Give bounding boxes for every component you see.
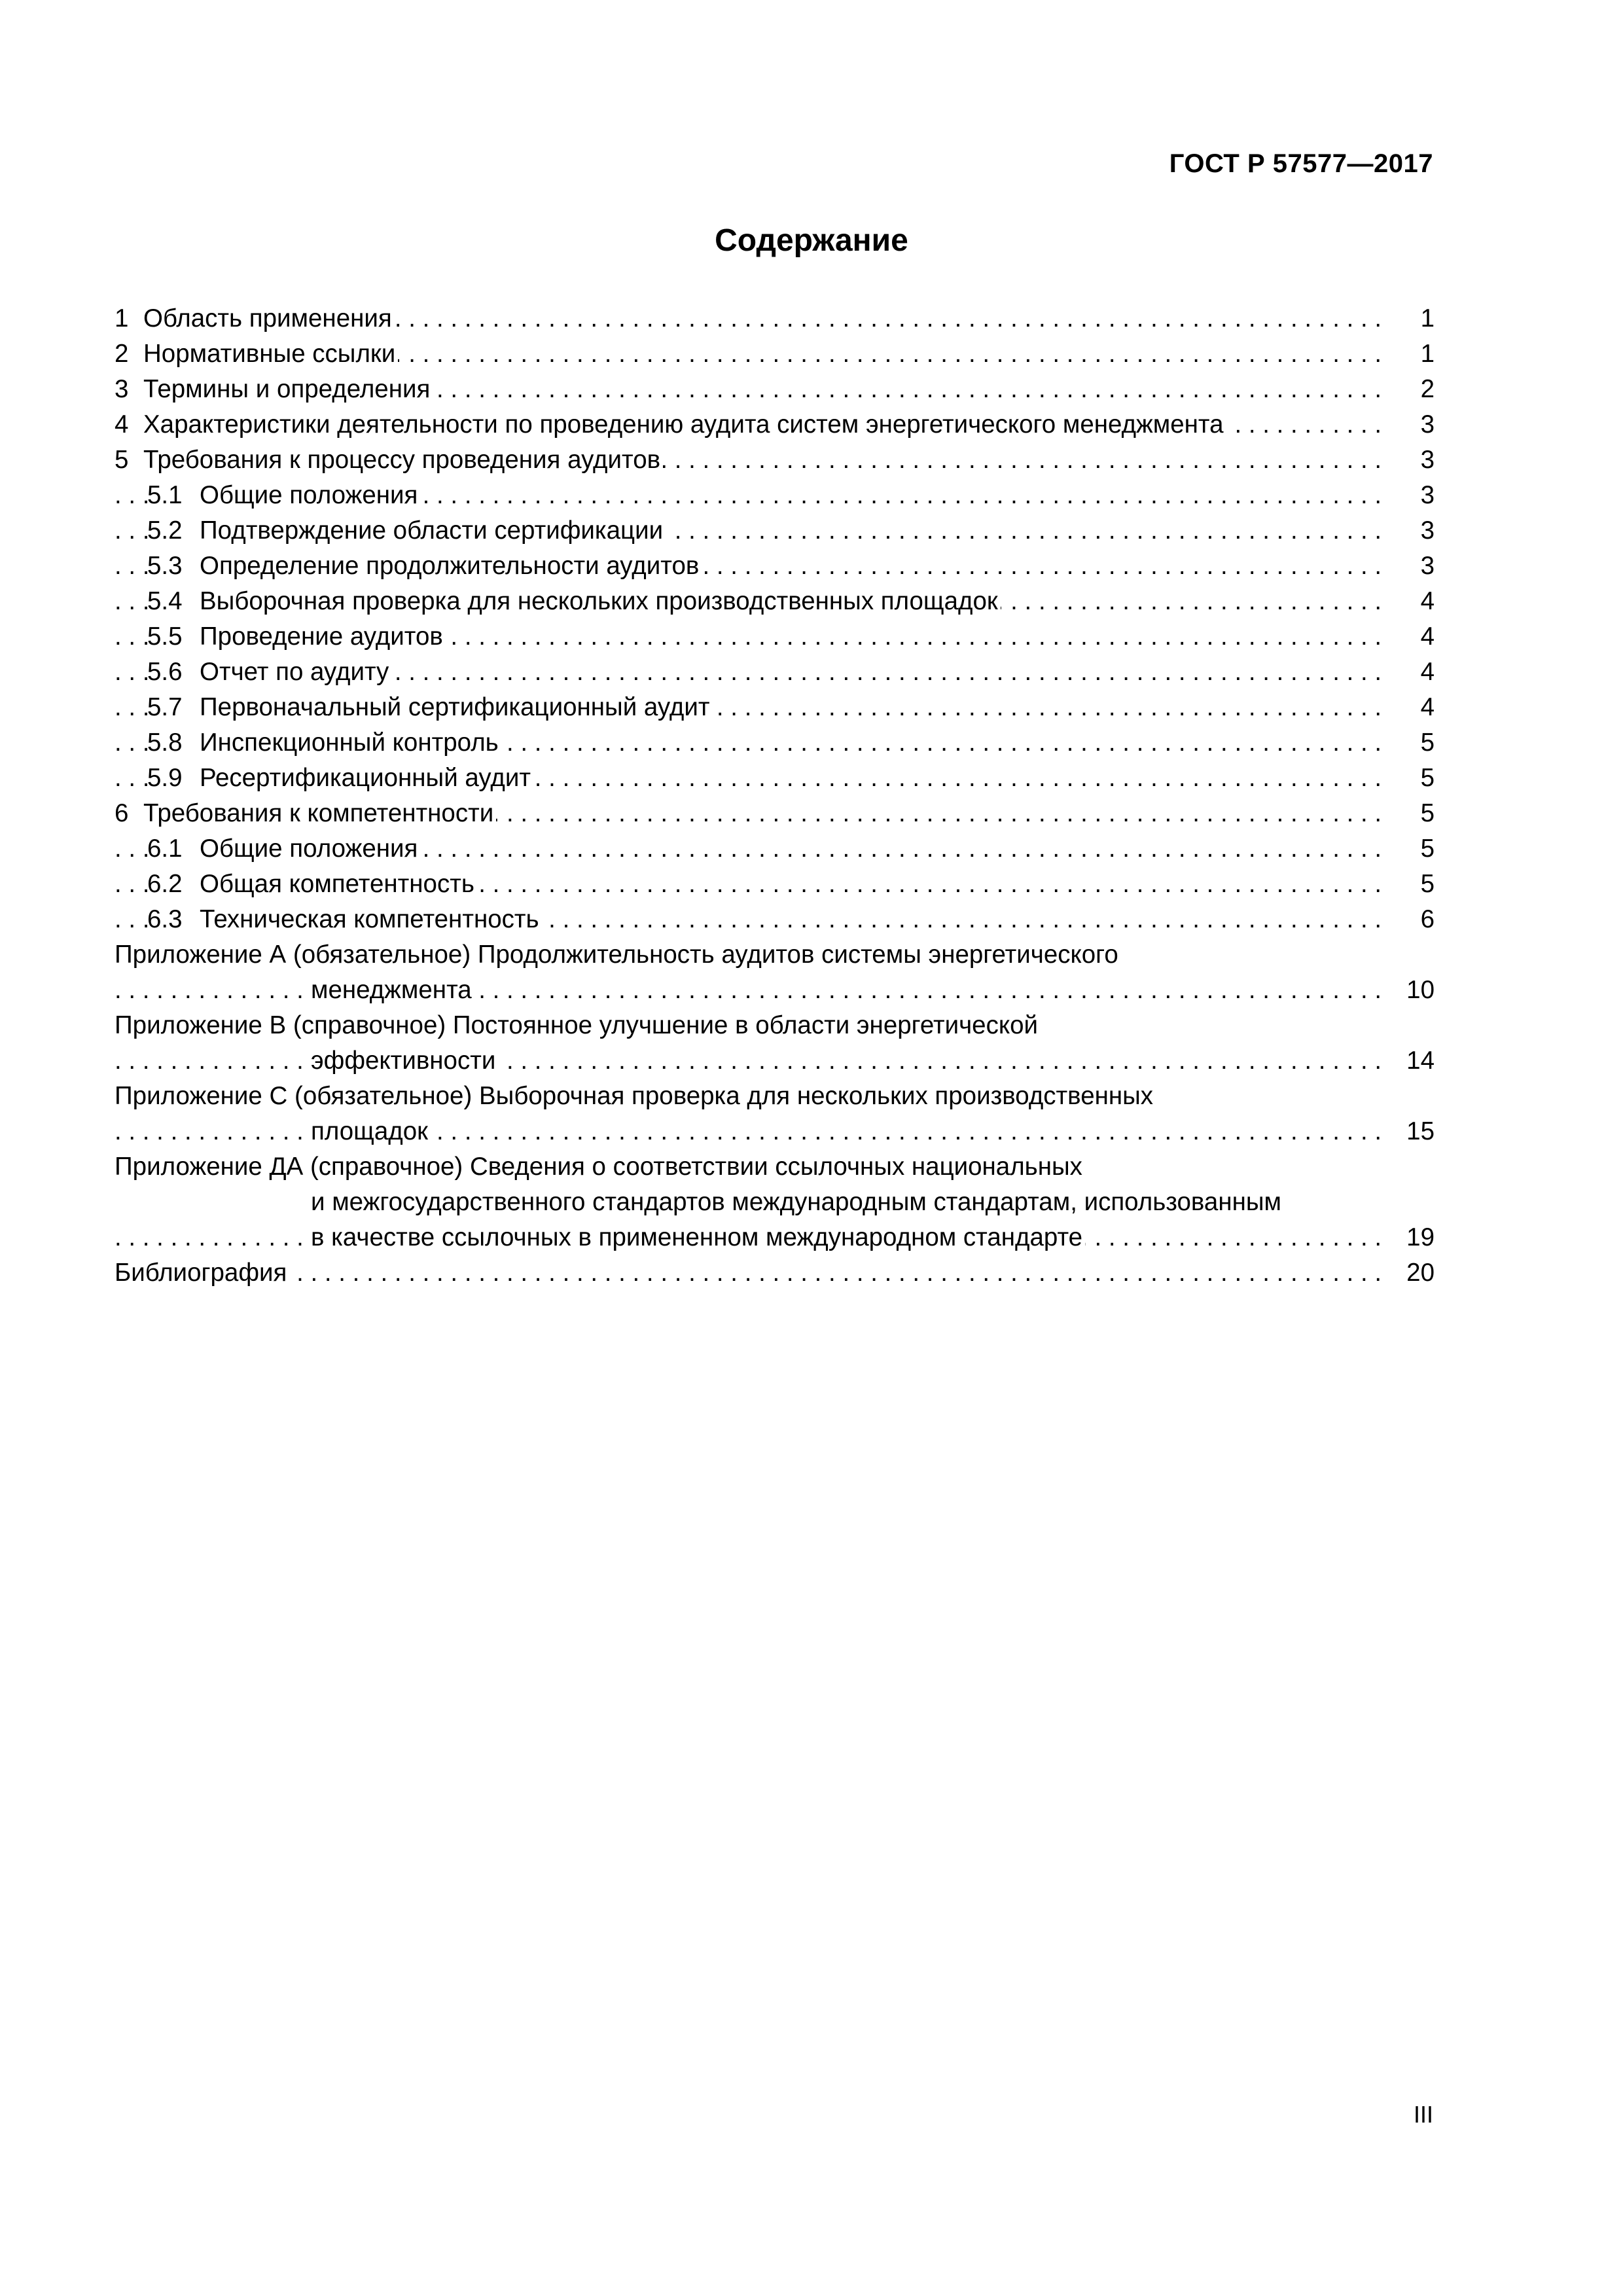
toc-entry-text: Первоначальный сертификационный аудит [200,693,710,721]
toc-entry-number: 5.3 [147,552,183,580]
toc-entry-page: 10 [1387,973,1435,1008]
toc-entry-5-8[interactable] [115,725,1435,761]
toc-entry-number: 6.2 [147,870,183,898]
toc-entry-page: 3 [1387,478,1435,513]
toc-entry-page: 5 [1387,761,1435,796]
toc-entry-text: Требования к компетентности [143,799,494,827]
toc-entry-4[interactable] [115,407,1435,442]
toc-entry-number: 5.4 [147,587,183,615]
toc-entry-5-2[interactable] [115,513,1435,548]
toc-entry-5-9[interactable] [115,761,1435,796]
toc-entry-number: 6 [115,799,129,827]
toc-entry-2[interactable] [115,336,1435,372]
toc-entry-page: 2 [1387,372,1435,407]
toc-entry-text: Общие положения [200,481,418,509]
toc-entry-5-4[interactable] [115,584,1435,619]
toc-appendix-a-line1[interactable] [115,937,1435,973]
toc-entry-number: 1 [115,304,129,332]
toc-entry-5-7[interactable] [115,690,1435,725]
toc-entry-text: Подтверждение области сертификации [200,516,664,545]
toc-title: Содержание [715,223,908,258]
toc-entry-number: 6.3 [147,905,183,933]
toc-entry-text: Проведение аудитов [200,622,443,651]
toc-entry-6[interactable] [115,796,1435,831]
toc-entry-number: 5.1 [147,481,183,509]
toc-entry-page: 4 [1387,619,1435,655]
toc-appendix-c-line2[interactable] [115,1114,1435,1149]
toc-entry-page: 5 [1387,725,1435,761]
toc-entry-text: Термины и определения [143,375,431,403]
toc-entry-text: Характеристики деятельности по проведению аудита систем энергетического менеджмента [143,410,1224,439]
toc-appendix-da-line1[interactable] [115,1149,1435,1185]
toc-entry-text: Отчет по аудиту [200,658,389,686]
toc-entry-number: 6.1 [147,834,183,863]
toc-entry-number: 3 [115,375,129,403]
document-code: ГОСТ Р 57577—2017 [1169,149,1433,178]
toc-entry-page: 3 [1387,407,1435,442]
toc-entry-3[interactable] [115,372,1435,407]
toc-appendix-da-line3[interactable] [115,1220,1435,1255]
toc-entry-6-1[interactable] [115,831,1435,867]
toc-entry-page: 5 [1387,867,1435,902]
toc-entry-1[interactable] [115,301,1435,336]
toc-appendix-text: Приложение ДА (справочное) Сведения о соответствии ссылочных национальных [115,1149,1085,1185]
toc-appendix-b-line1[interactable] [115,1008,1435,1043]
toc-entry-text: Требования к процессу проведения аудитов [143,446,661,474]
toc-appendix-text: Приложение А (обязательное) Продолжительность аудитов системы энергетического [115,937,1121,973]
toc-entry-page: 1 [1387,301,1435,336]
toc-entry-text: Нормативные ссылки [143,340,396,368]
toc-entry-text: Общая компетентность [200,870,474,898]
toc-appendix-text: площадок [311,1114,431,1149]
toc-bibliography[interactable] [115,1255,1435,1291]
toc-entry-5[interactable] [115,442,1435,478]
toc-entry-6-2[interactable] [115,867,1435,902]
toc-entry-page: 3 [1387,513,1435,548]
toc-entry-page: 14 [1387,1043,1435,1079]
toc-entry-page: 19 [1387,1220,1435,1255]
toc-entry-page: 5 [1387,796,1435,831]
toc-entry-number: 4 [115,410,129,439]
toc-entry-page: 3 [1387,442,1435,478]
toc-entry-page: 4 [1387,690,1435,725]
toc-entry-number: 5.5 [147,622,183,651]
toc-entry-5-5[interactable] [115,619,1435,655]
toc-entry-text: Техническая компетентность [200,905,539,933]
toc-entry-page: 15 [1387,1114,1435,1149]
toc-entry-text: Определение продолжительности аудитов [200,552,700,580]
table-of-contents [115,301,1435,1291]
toc-entry-number: 5.8 [147,728,183,757]
toc-entry-page: 4 [1387,655,1435,690]
toc-appendix-da-line2[interactable] [115,1185,1435,1220]
toc-entry-5-6[interactable] [115,655,1435,690]
toc-appendix-b-line2[interactable] [115,1043,1435,1079]
toc-entry-page: 1 [1387,336,1435,372]
toc-entry-text: Общие положения [200,834,418,863]
toc-appendix-text: Приложение С (обязательное) Выборочная проверка для нескольких производственных [115,1079,1156,1114]
toc-entry-6-3[interactable] [115,902,1435,937]
toc-appendix-c-line1[interactable] [115,1079,1435,1114]
page-number: III [1413,2101,1433,2128]
toc-appendix-a-line2[interactable] [115,973,1435,1008]
toc-entry-text: Библиография [115,1255,289,1291]
toc-entry-number: 5.2 [147,516,183,545]
toc-entry-page: 6 [1387,902,1435,937]
toc-entry-page: 5 [1387,831,1435,867]
toc-entry-text: Ресертификационный аудит [200,764,531,792]
toc-entry-number: 5.9 [147,764,183,792]
toc-entry-5-3[interactable] [115,548,1435,584]
toc-entry-number: 2 [115,340,129,368]
toc-entry-text: Выборочная проверка для нескольких производственных площадок [200,587,998,615]
toc-entry-page: 4 [1387,584,1435,619]
toc-appendix-text: Приложение В (справочное) Постоянное улучшение в области энергетической [115,1008,1041,1043]
toc-appendix-text: и межгосударственного стандартов международным стандартам, использованным [311,1185,1284,1220]
toc-appendix-text: эффективности [311,1043,498,1079]
toc-entry-number: 5 [115,446,129,474]
toc-entry-number: 5.6 [147,658,183,686]
toc-entry-text: Инспекционный контроль [200,728,499,757]
toc-entry-page: 20 [1387,1255,1435,1291]
toc-entry-5-1[interactable] [115,478,1435,513]
toc-entry-text: Область применения [143,304,392,332]
toc-entry-page: 3 [1387,548,1435,584]
toc-appendix-text: менеджмента [311,973,474,1008]
toc-appendix-text: в качестве ссылочных в примененном международном стандарте [311,1220,1085,1255]
toc-entry-number: 5.7 [147,693,183,721]
